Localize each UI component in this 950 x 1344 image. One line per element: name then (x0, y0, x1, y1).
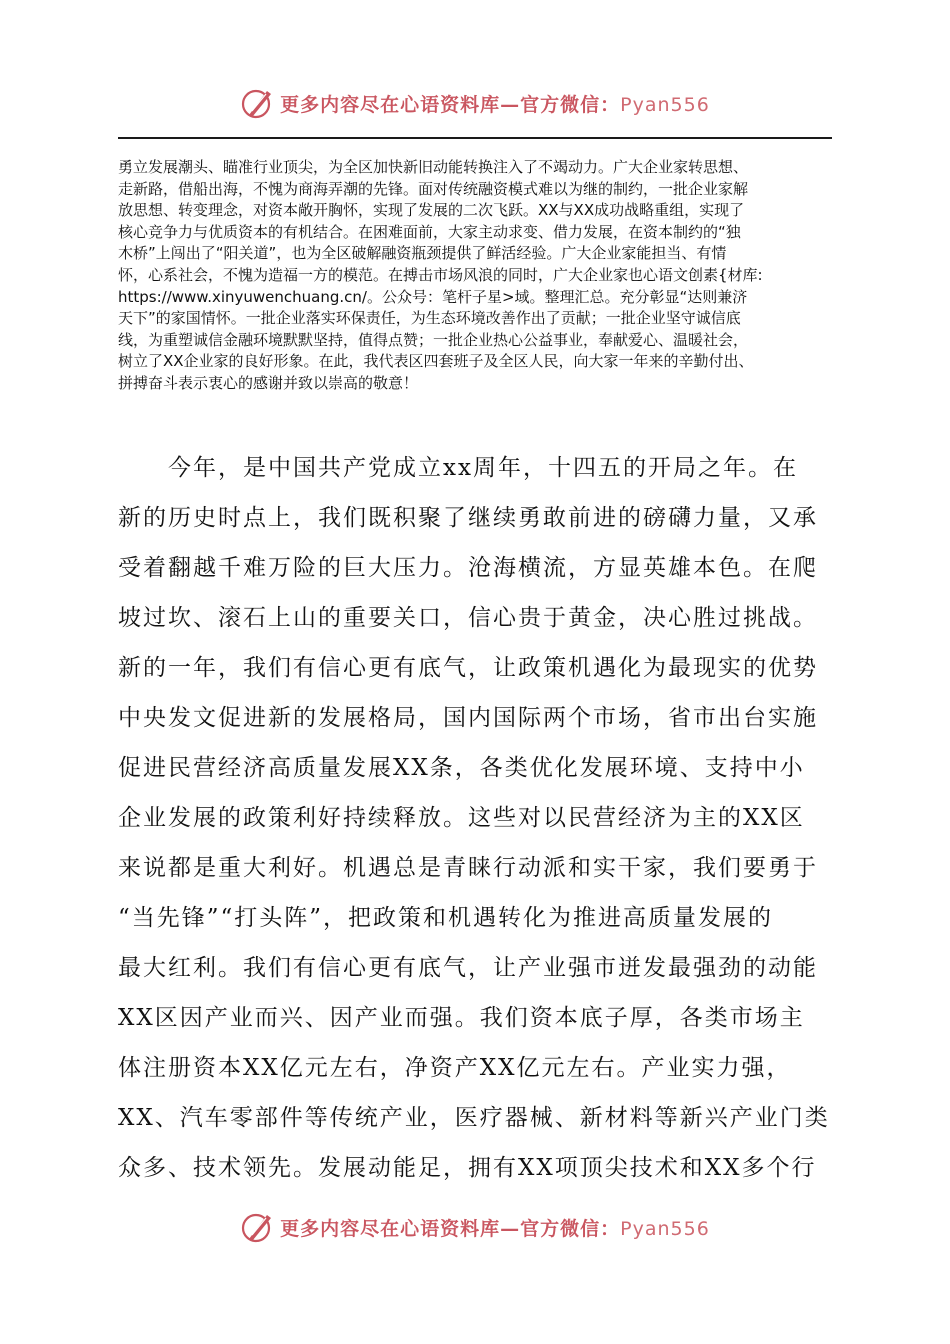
header-banner (0, 82, 950, 124)
quill-pen-logo-icon (240, 1209, 276, 1245)
header-wechat-id: Pyan556 (620, 93, 710, 116)
footer-wechat-id: Pyan556 (620, 1217, 710, 1240)
quill-pen-logo-icon (240, 85, 276, 121)
footer-brand-text: 更多内容尽在心语资料库—官方微信： (280, 1217, 621, 1240)
header-brand-text: 更多内容尽在心语资料库—官方微信： (280, 93, 621, 116)
intro-paragraph: 勇立发展潮头、瞄准行业顶尖，为全区加快新旧动能转换注入了不竭动力。广大企业家转思想、 走新路，借船出海，不愧为商海弄潮的先锋。面对传统融资模式难以为继的制约，一批企业家解 放思想、转变理念，对资本敞开胸怀，实现了发展的二次飞跃。XX与XX成功战略重组，实现了 核心竞争力与优质资本的有机结合。在困难面前，大家主动求变、借力发展，在资本制约的“独 木桥”上闯出了“阳关道”，也为全区破解融资瓶颈提供了鲜活经验。广大企业家能担当、有情 怀，心系社会，不愧为造福一方的模范。在搏击市场风浪的同时，广大企业家也心语文创素{材库: https://www.xinyuwenchuang.cn/。公众号：笔杆子星>域。整理汇总。充分彰显“达则兼济 天下”的家国情怀。一批企业落实环保责任，为生态环境改善作出了贡献；一批企业坚守诚信底 线，为重塑诚信金融环境默默坚持，值得点赞；一批企业热心公益事业，奉献爱心、温暖社会， 树立了XX企业家的良好形象。在此，我代表区四套班子及全区人民，向大家一年来的辛勤付出、 拼搏奋斗表示衷心的感谢并致以崇高的敬意！ (118, 158, 763, 392)
footer-banner (0, 1206, 950, 1248)
header-divider (118, 137, 832, 139)
header-brand (280, 90, 710, 117)
main-paragraph: 今年，是中国共产党成立xx周年，十四五的开局之年。在 新的历史时点上，我们既积聚了继续勇敢前进的磅礴力量，又承 受着翻越千难万险的巨大压力。沧海横流，方显英雄本色。在爬 坡过坎、滚石上山的重要关口，信心贵于黄金，决心胜过挑战。 新的一年，我们有信心更有底气，让政策机遇化为最现实的优势 中央发文促进新的发展格局，国内国际两个市场，省市出台实施 促进民营经济高质量发展XX条，各类优化发展环境、支持中小 企业发展的政策利好持续释放。这些对以民营经济为主的XX区 来说都是重大利好。机遇总是青睐行动派和实干家，我们要勇于 “当先锋”“打头阵”，把政策和机遇转化为推进高质量发展的 最大红利。我们有信心更有底气，让产业强市迸发最强劲的动能 XX区因产业而兴、因产业而强。我们资本底子厚，各类市场主 体注册资本XX亿元左右，净资产XX亿元左右。产业实力强， XX、汽车零部件等传统产业，医疗器械、新材料等新兴产业门类 众多、技术领先。发展动能足，拥有XX项顶尖技术和XX多个行 (118, 455, 830, 1181)
footer-brand (280, 1214, 710, 1241)
